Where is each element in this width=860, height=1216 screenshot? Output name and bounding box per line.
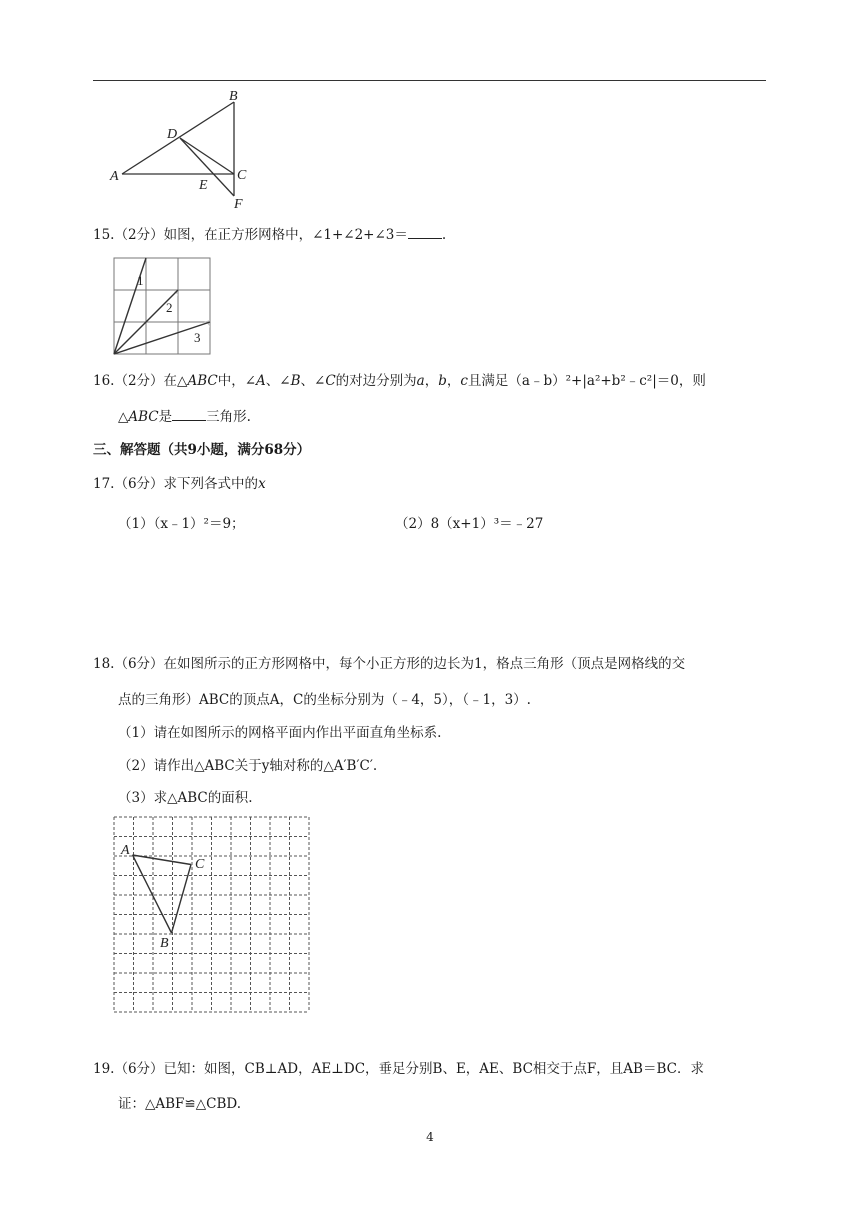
q17-part2: （2）8（x+1）³＝﹣27	[395, 516, 544, 532]
label-C: C	[195, 857, 205, 872]
q15-number: 15.	[93, 227, 115, 243]
label-F: F	[234, 197, 243, 212]
q16-answer-blank[interactable]	[172, 408, 206, 421]
figure-q14	[110, 88, 270, 213]
segment-AB	[133, 855, 172, 933]
section-3-title: 三、解答题（共9小题，满分68分）	[93, 442, 311, 458]
q18-sub3: （3）求△ABC的面积.	[118, 790, 253, 806]
question-19-line2: 证：△ABF≌△CBD.	[118, 1096, 241, 1112]
question-19-line1: 19.（6分）已知：如图，CB⊥AD，AE⊥DC，垂足分别B、E，AE、BC相交于点F，且AB＝BC．求	[93, 1061, 704, 1077]
label-E: E	[199, 178, 208, 193]
q18-sub1: （1）请在如图所示的网格平面内作出平面直角坐标系.	[118, 725, 442, 741]
q15-text: （2分）如图，在正方形网格中，∠1+∠2+∠3＝	[114, 227, 408, 243]
label-C: C	[237, 168, 247, 183]
figure-q15-grid	[114, 258, 214, 358]
label-B: B	[229, 89, 238, 104]
angle-label-2: 2	[166, 300, 173, 315]
figure-q18-grid	[113, 816, 310, 1013]
angle-label-1: 1	[137, 273, 144, 288]
question-16-line1: 16.（2分）在△ABC中，∠A、∠B、∠C的对边分别为a，b，c且满足（a﹣b）²+|a²+b²﹣c²|＝0，则	[93, 373, 706, 389]
segment-DC	[180, 138, 234, 174]
question-15: 15.（2分）如图，在正方形网格中，∠1+∠2+∠3＝ .	[93, 227, 447, 243]
header-rule	[93, 80, 766, 81]
question-16-line2: △ABC是 三角形.	[118, 409, 251, 425]
label-A: A	[121, 843, 130, 858]
question-17: 17.（6分）求下列各式中的x	[93, 476, 266, 492]
q15-answer-blank[interactable]	[408, 226, 442, 239]
question-18-line2: 点的三角形）ABC的顶点A，C的坐标分别为（﹣4，5），（﹣1，3）.	[118, 692, 531, 708]
label-A: A	[110, 169, 119, 184]
angle-label-3: 3	[194, 330, 201, 345]
question-18-line1: 18.（6分）在如图所示的正方形网格中，每个小正方形的边长为1，格点三角形（顶点是网格线的交	[93, 656, 686, 672]
page-number: 4	[426, 1130, 434, 1144]
q17-part1: （1）（x﹣1）²＝9；	[118, 516, 245, 532]
segment-BC	[172, 865, 192, 934]
q18-sub2: （2）请作出△ABC关于y轴对称的△A′B′C′.	[118, 758, 378, 774]
label-D: D	[167, 127, 178, 142]
label-B: B	[160, 936, 169, 951]
